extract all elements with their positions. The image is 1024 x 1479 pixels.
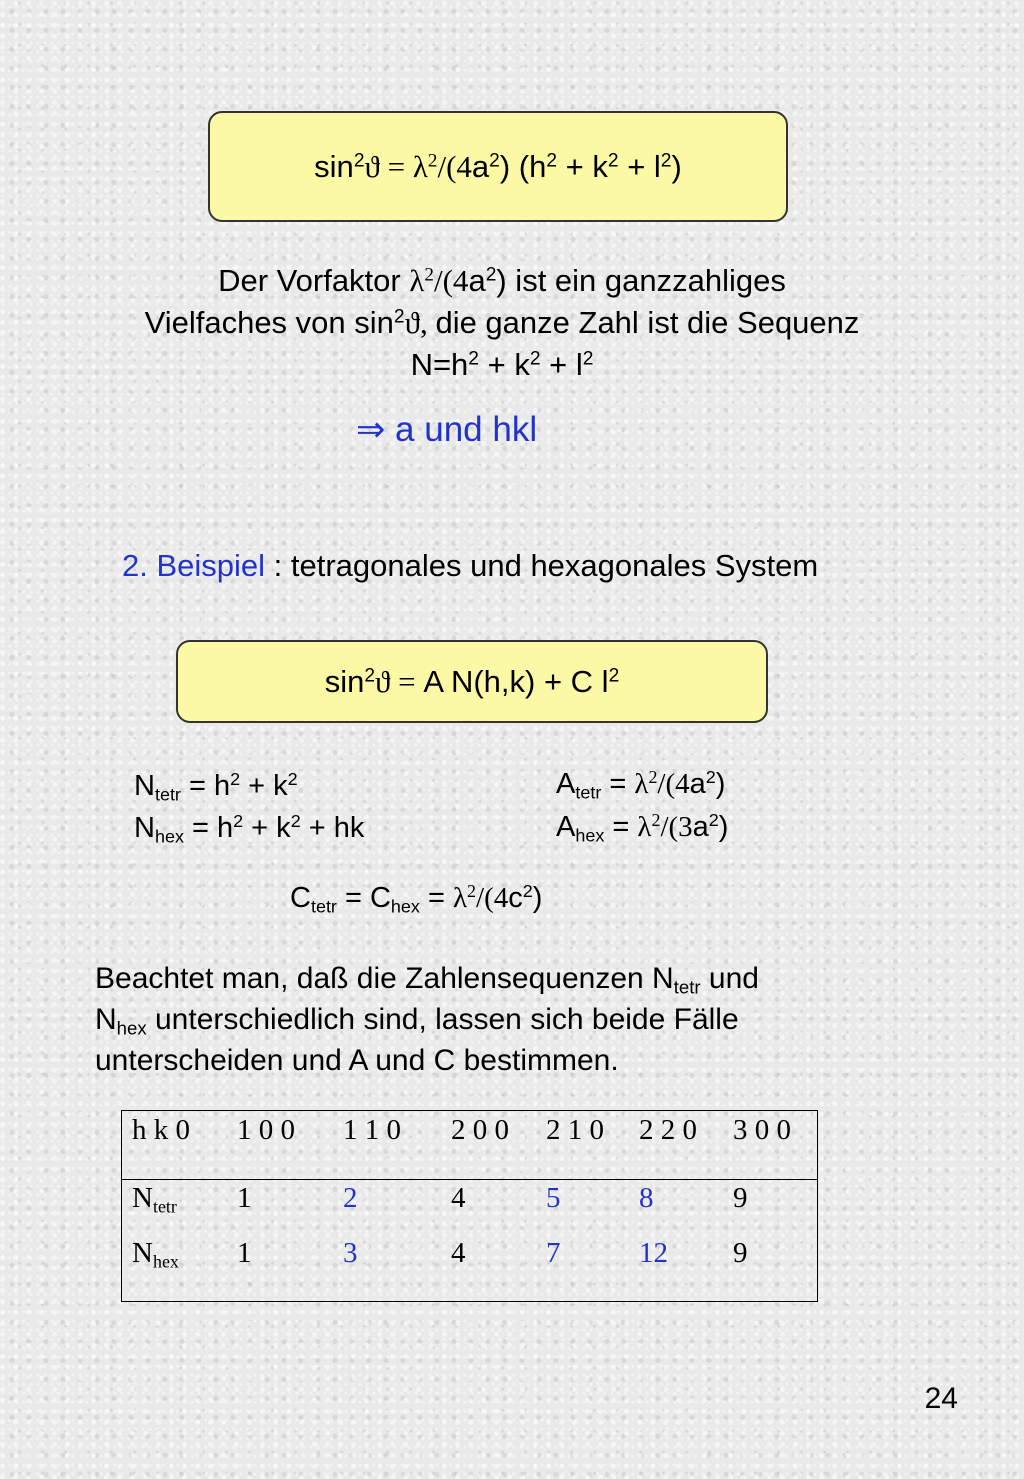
table-divider: [122, 1179, 817, 1180]
sequence-table: [121, 1110, 818, 1302]
table-cell-nhex: 9: [733, 1237, 748, 1269]
table-cell-ntetr: 2: [343, 1182, 358, 1214]
table-cell-nhex: 3: [343, 1237, 358, 1269]
conclusion-line: [356, 410, 537, 450]
table-cell-nhex: 4: [451, 1237, 466, 1269]
table-header-cell: 3 0 0: [733, 1114, 791, 1146]
table-cell-ntetr: 8: [639, 1182, 654, 1214]
definition-c: $C_{tetr} = C_{hex} = \lambda^2/(4c^2)$: [290, 881, 543, 917]
conclusion-para-line-2: $N_{hex}$ unterschiedlich sind, lassen sich beide Fälle: [95, 1003, 739, 1039]
formula-box-bragg: [208, 111, 788, 222]
page-number: 24: [924, 1382, 958, 1415]
explanation-line-1: Der Vorfaktor $\lambda^2/(4a^2)$ ist ein ganzzahliges: [218, 263, 786, 298]
table-header-cell: 1 0 0: [237, 1114, 295, 1146]
table-cell-ntetr: 9: [733, 1182, 748, 1214]
formula-bragg-cubic: $\sin^2ϑ = \lambda^2/(4a^2) (h^2 + k^2 + l^2)$: [314, 148, 682, 184]
conclusion-paragraph: [95, 958, 759, 1081]
implies-arrow-icon: ⇒: [356, 410, 386, 449]
table-cell-nhex: 12: [639, 1237, 668, 1269]
example-text: : tetragonales und hexagonales System: [265, 548, 819, 583]
explanation-line-2: Vielfaches von $\sin^2ϑ$, die ganze Zahl ist die Sequenz: [144, 305, 860, 340]
row-label-ntetr: $N_{tetr}$: [132, 1182, 177, 1217]
table-header-cell: 1 1 0: [343, 1114, 401, 1146]
conclusion-para-line-1: Beachtet man, daß die Zahlensequenzen $N_{tetr}$ und: [95, 962, 759, 998]
definition-nhex: $N_{hex} = h^2 + k^2$ + hk: [134, 811, 365, 847]
table-header-cell: 2 1 0: [546, 1114, 604, 1146]
conclusion-para-line-3: unterscheiden und A und C bestimmen.: [95, 1044, 619, 1077]
definition-ahex: $A_{hex} = \lambda^2/(3a^2)$: [556, 810, 729, 846]
formula-general: $\sin^2ϑ = A$ N(h,k) + C $l^2$: [324, 663, 620, 699]
example-heading: [122, 548, 818, 584]
table-cell-ntetr: 4: [451, 1182, 466, 1214]
table-cell-nhex: 1: [237, 1237, 252, 1269]
example-label: 2. Beispiel: [122, 548, 266, 583]
row-label-nhex: $N_{hex}$: [132, 1237, 179, 1272]
table-cell-ntetr: 1: [237, 1182, 252, 1214]
conclusion-text: a und hkl: [385, 410, 538, 449]
table-cell-ntetr: 5: [546, 1182, 561, 1214]
table-cell-nhex: 7: [546, 1237, 561, 1269]
explanation-line-3: $N=h^2 + k^2 + l^2$: [410, 347, 594, 382]
table-header-cell: 2 0 0: [451, 1114, 509, 1146]
definition-ntetr: $N_{tetr} = h^2 + k^2$: [134, 769, 298, 805]
explanation-paragraph: [0, 260, 1004, 386]
table-header-cell: h k 0: [132, 1114, 190, 1146]
definition-atetr: $A_{tetr} = \lambda^2/(4a^2)$: [556, 767, 726, 803]
formula-box-general: [176, 640, 768, 723]
table-header-cell: 2 2 0: [639, 1114, 697, 1146]
